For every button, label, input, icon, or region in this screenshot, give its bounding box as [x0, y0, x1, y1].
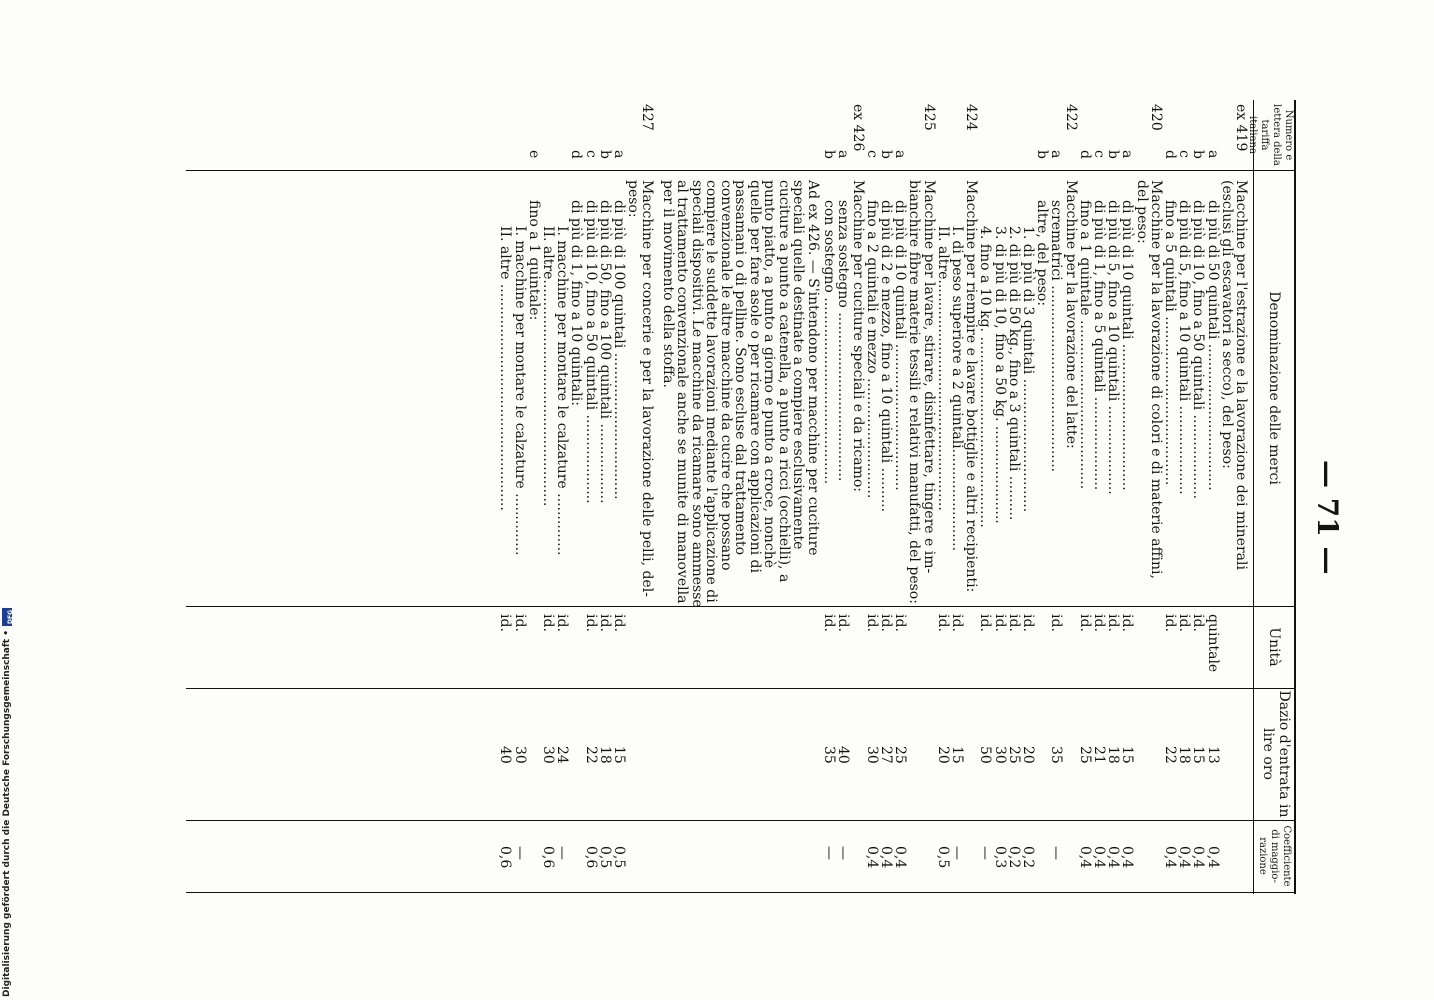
goods-description: Macchine per la lavorazione del latte:	[1062, 180, 1079, 449]
duty-value: 22	[582, 746, 599, 764]
duty-value: 30	[540, 746, 557, 764]
unit-value: id.	[835, 614, 852, 632]
tariff-number: ex 419	[1233, 104, 1249, 152]
tariff-number: 420	[1147, 104, 1164, 131]
unit-value: id.	[1190, 614, 1207, 632]
unit-value: id.	[821, 614, 838, 632]
duty-value: 40	[497, 746, 514, 764]
coefficient-value: 0,3	[991, 846, 1008, 869]
duty-value: 15	[1190, 746, 1207, 764]
coefficient-value: 0,5	[596, 846, 613, 869]
goods-description: di più di 100 quintali .................................	[611, 200, 628, 500]
duty-value: 25	[1005, 746, 1022, 764]
tariff-number: c	[1091, 150, 1107, 158]
col-rule-1	[186, 170, 1296, 171]
coefficient-value: 0,4	[1091, 846, 1107, 869]
coefficient-value: 0,6	[540, 846, 557, 869]
duty-value: 30	[511, 746, 528, 764]
goods-description: Macchine per concerie e per la lavorazione delle pelli, del-	[639, 180, 656, 597]
coefficient-value: 0,6	[497, 846, 514, 869]
unit-value: id.	[1076, 614, 1093, 632]
unit-value: id.	[892, 614, 909, 632]
goods-description: fino a 1 quintale ......................................	[1076, 200, 1093, 490]
unit-value: id.	[582, 614, 599, 632]
duty-value: 18	[1176, 746, 1193, 764]
goods-description: di più di 5, fino a 10 quintali ....................	[1176, 200, 1193, 495]
coefficient-value: —	[511, 846, 528, 860]
goods-description: 1. di più di 3 quintali ..............................	[1020, 226, 1036, 513]
goods-description: peso:	[625, 180, 642, 218]
coefficient-value: 0,4	[1162, 846, 1178, 869]
tariff-number: c	[1176, 150, 1193, 158]
unit-value: id.	[511, 614, 528, 632]
unit-value: id.	[1048, 614, 1065, 632]
tariff-number: b	[596, 150, 613, 159]
tariff-number: a	[1119, 150, 1136, 159]
duty-value: 15	[611, 746, 628, 764]
header-duty: Dazio d'entrata in lire oro	[1260, 690, 1292, 818]
tariff-number: b	[1190, 150, 1207, 159]
tariff-number: 427	[639, 104, 656, 131]
tariff-number: c	[863, 150, 880, 158]
duty-value: 30	[991, 746, 1008, 764]
tariff-number: b	[821, 150, 838, 159]
duty-value: 35	[821, 746, 838, 764]
duty-value: 25	[892, 746, 909, 764]
duty-value: 40	[835, 746, 852, 764]
coefficient-value: —	[977, 846, 994, 860]
tariff-number: e	[525, 150, 542, 159]
tariff-number: b	[878, 150, 894, 159]
goods-description: di più di 1, fino a 5 quintali .....................	[1091, 200, 1107, 491]
coefficient-value: 0,4	[1076, 846, 1093, 869]
goods-description: di più di 10, fino a 50 quintali ....................	[582, 200, 599, 504]
unit-value: id.	[1091, 614, 1107, 632]
header-description: Denominazione delle merci	[1266, 291, 1282, 485]
top-rule	[1294, 100, 1296, 894]
duty-value: 18	[596, 746, 613, 764]
coefficient-value: 0,4	[1204, 846, 1221, 869]
coefficient-value: —	[1048, 846, 1065, 860]
unit-value: id.	[1005, 614, 1022, 632]
tariff-number: ex 426	[849, 104, 866, 152]
goods-description: di più di 50, fino a 100 quintali ..................	[596, 200, 613, 504]
coefficient-value: 0,5	[934, 846, 951, 869]
duty-value: 22	[1162, 746, 1178, 764]
unit-value: id.	[949, 614, 965, 632]
coefficient-value: 0,4	[1119, 846, 1136, 869]
page-number: — 71 —	[1311, 460, 1344, 575]
duty-value: 20	[1020, 746, 1036, 764]
goods-description: di più di 2 e mezzo, fino a 10 quintali ..........	[878, 200, 894, 513]
coefficient-value: 0,4	[1190, 846, 1207, 869]
goods-description: II. altre....................................................	[934, 226, 951, 511]
goods-description: 3. di più di 10, fino a 50 kg. ......................	[991, 226, 1008, 524]
unit-value: id.	[540, 614, 557, 632]
tariff-number: a	[611, 150, 628, 159]
coefficient-value: 0,6	[582, 846, 599, 869]
coefficient-value: 0,5	[611, 846, 628, 869]
coefficient-value: 0,4	[1105, 846, 1122, 869]
goods-description: 4. fino a 10 kg. ...........................................	[977, 226, 994, 528]
unit-value: id.	[611, 614, 628, 632]
coefficient-value: 0,2	[1005, 846, 1022, 869]
header-unit: Unità	[1266, 627, 1282, 667]
coefficient-value: 0,4	[1176, 846, 1193, 869]
goods-description: di più di 5, fino a 10 quintali ....................	[1105, 200, 1122, 495]
goods-description: con sostegno ..........................................	[821, 200, 838, 485]
duty-value: 30	[863, 746, 880, 764]
goods-description: I. macchine per montare le calzature ..............	[554, 226, 571, 556]
goods-description: scrematrici ..........................................	[1048, 200, 1065, 473]
unit-value: id.	[991, 614, 1008, 632]
duty-value: 24	[554, 746, 571, 764]
coefficient-value: 0,4	[892, 846, 909, 869]
unit-value: id.	[1176, 614, 1193, 632]
goods-description: II. altre...................................................	[540, 226, 557, 507]
tariff-number: a	[835, 150, 852, 159]
goods-description: fino a 1 quintale:	[525, 200, 542, 321]
goods-description: di più di 10 quintali .................................	[892, 200, 909, 491]
duty-value: 21	[1091, 746, 1107, 764]
credit-text: Digitalisierung gefördert durch die Deutsche Forschungsgemeinschaft •	[2, 630, 12, 997]
header-number: Numero e lettera della tariffa italiana	[1247, 104, 1294, 166]
dfg-logo-icon: DFG	[2, 608, 12, 626]
tariff-number: d	[1162, 150, 1178, 159]
coefficient-value: 0,4	[878, 846, 894, 869]
duty-value: 35	[1048, 746, 1065, 764]
coefficient-value: —	[835, 846, 852, 860]
goods-description: di più di 1, fino a 10 quintali:	[568, 200, 585, 406]
goods-description: altre, del peso:	[1034, 200, 1051, 307]
goods-description: II. altre ...................................................	[497, 226, 514, 511]
goods-description: di più di 50 quintali .................................	[1204, 200, 1221, 491]
unit-value: id.	[1020, 614, 1036, 632]
duty-value: 15	[1119, 746, 1136, 764]
goods-description: I. macchine per montare le calzature ..............	[511, 226, 528, 556]
coefficient-value: —	[949, 846, 965, 860]
note-ex-426: Ad ex 426. — S'intendono per macchine per cuciture speciali quelle destinate a compiere esclusivamente cuciture a punto a catenella, a punto a ricci (occhielli), a punto piatto, a punto a giorno e punto a croce, nonchè quelle per fare asole o per ricamare con applicazioni di passamani o di pelline. Sono escluse dal trattamento convenzionale le altre macchine da cucire che possano compiere le suddette lavorazioni mediante l'applicazione di speciali dispositivi. Le macchine da ricamare sono ammesse al trattamento convenzionale anche se munite di manovella per il movimento della stoffa.	[660, 180, 821, 608]
duty-value: 27	[878, 746, 894, 764]
goods-description: (esclusi gli escavatori a secco), del peso:	[1218, 180, 1235, 469]
tariff-number: 425	[920, 104, 937, 131]
goods-description: fino a 2 quintali e mezzo ...........................	[863, 200, 880, 499]
goods-description: fino a 5 quintali ......................................	[1162, 200, 1178, 486]
unit-value: id.	[1162, 614, 1178, 632]
col-rule-5	[186, 892, 1296, 893]
header-rule	[1253, 100, 1254, 894]
tariff-number: d	[1076, 150, 1093, 159]
duty-value: 18	[1105, 746, 1122, 764]
tariff-number: a	[892, 150, 909, 159]
coefficient-value: 0,4	[863, 846, 880, 869]
unit-value: id.	[497, 614, 514, 632]
unit-value: id.	[596, 614, 613, 632]
unit-value: quintale	[1204, 614, 1221, 673]
duty-value: 13	[1204, 746, 1221, 764]
goods-description: del peso:	[1133, 180, 1150, 244]
tariff-number: a	[1048, 150, 1065, 159]
col-rule-4	[186, 820, 1296, 821]
coefficient-value: 0,2	[1020, 846, 1036, 869]
coefficient-value: —	[554, 846, 571, 860]
goods-description: Macchine per cuciture speciali e da ricamo:	[849, 180, 866, 493]
tariff-number: 424	[963, 104, 980, 131]
goods-description: Macchine per riempire e lavare bottiglie e altri recipienti:	[963, 180, 980, 593]
tariff-number: a	[1204, 150, 1221, 159]
tariff-number: c	[582, 150, 599, 158]
unit-value: id.	[863, 614, 880, 632]
col-rule-3	[186, 688, 1296, 689]
goods-description: I. di peso superiore a 2 quintali.......................	[949, 226, 965, 552]
tariff-number: b	[1105, 150, 1122, 159]
goods-description: 2. di più di 50 kg., fino a 3 quintali ..........	[1005, 226, 1022, 521]
goods-description: Macchine per lavare, stirare, disinfettare, tingere e im-	[920, 180, 937, 574]
unit-value: id.	[554, 614, 571, 632]
goods-description: di più di 10 quintali .................................	[1119, 200, 1136, 491]
goods-description: di più di 10, fino a 50 quintali ...................	[1190, 200, 1207, 500]
duty-value: 25	[1076, 746, 1093, 764]
unit-value: id.	[878, 614, 894, 632]
tariff-number: b	[1034, 150, 1051, 159]
unit-value: id.	[977, 614, 994, 632]
goods-description: senza sostegno ......................................	[835, 200, 852, 482]
unit-value: id.	[1105, 614, 1122, 632]
coefficient-value: —	[821, 846, 838, 860]
goods-description: Macchine per l'estrazione e la lavorazione dei minerali	[1233, 180, 1249, 570]
header-coef: Coefficiente di maggio-razione	[1257, 825, 1292, 887]
tariff-number: 422	[1062, 104, 1079, 131]
goods-description: bianchire fibre materie tessili e relativi manufatti, del peso:	[906, 180, 923, 604]
duty-value: 50	[977, 746, 994, 764]
unit-value: id.	[934, 614, 951, 632]
duty-value: 15	[949, 746, 965, 764]
duty-value: 20	[934, 746, 951, 764]
tariff-number: d	[568, 150, 585, 159]
goods-description: Macchine per la lavorazione di colori e di materie affini,	[1147, 180, 1164, 579]
unit-value: id.	[1119, 614, 1136, 632]
